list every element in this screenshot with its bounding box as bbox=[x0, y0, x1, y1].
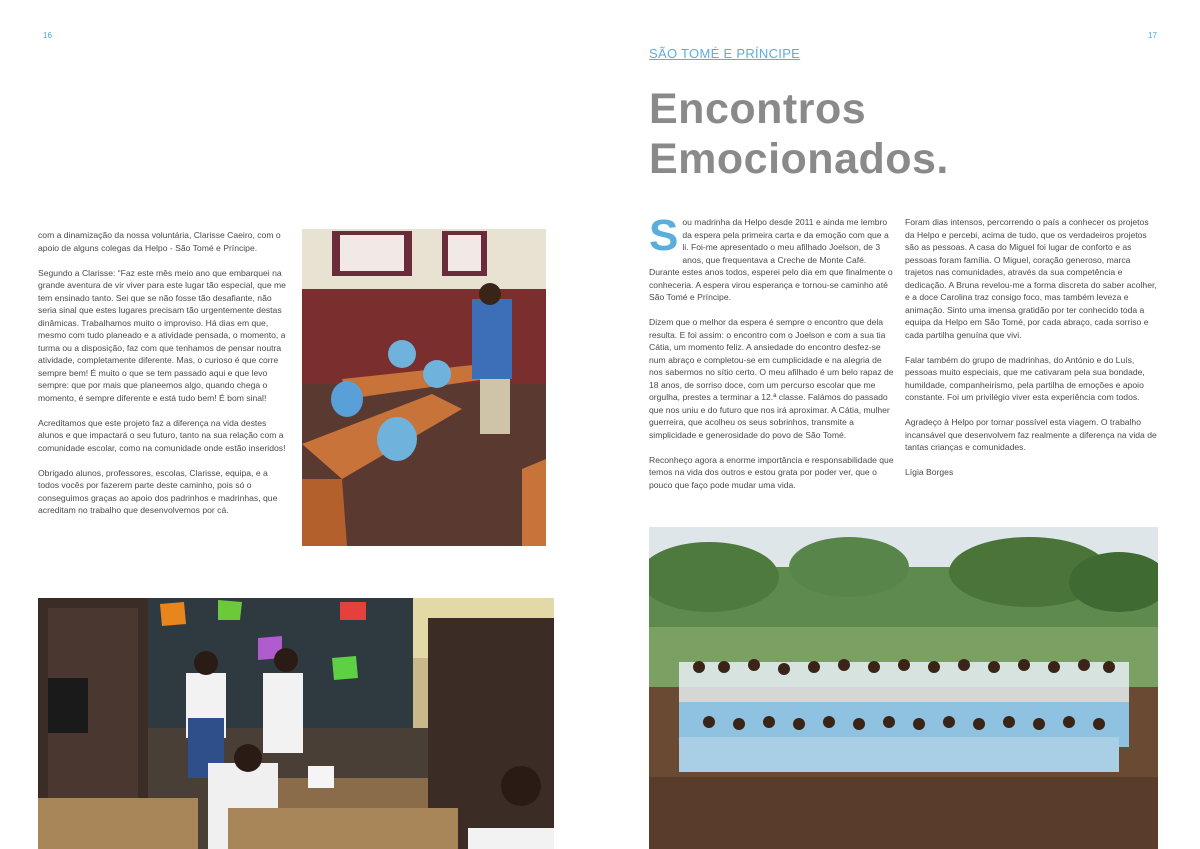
title-line-2: Emocionados. bbox=[649, 135, 949, 183]
group-photo bbox=[649, 527, 1158, 849]
section-label-link[interactable]: SÃO TOMÉ E PRÍNCIPE bbox=[649, 46, 801, 61]
right-paragraph: Agradeço à Helpo por tornar possível esta viagem. O trabalho incansável que desenvolvem faz realmente a diferença na vida de tantas crianças e comunidades. bbox=[905, 417, 1157, 452]
left-paragraph: com a dinamização da nossa voluntária, Clarisse Caeiro, com o apoio de alguns colegas da Helpo - São Tomé e Príncipe. bbox=[38, 230, 281, 253]
blackboard-classroom-photo bbox=[38, 598, 554, 849]
right-paragraph bbox=[649, 211, 895, 304]
title-line-1: Encontros bbox=[649, 85, 867, 133]
left-body-column bbox=[38, 229, 290, 529]
left-paragraph: Acreditamos que este projeto faz a diferença na vida destes alunos e que impactará o seu futuro, tanto na sua relação com a comunidade escolar, como na comunidade onde estão inseridos! bbox=[38, 417, 286, 453]
author-signature: Lígia Borges bbox=[905, 467, 954, 477]
article-title bbox=[649, 84, 1169, 184]
right-paragraph: Dizem que o melhor da espera é sempre o encontro que dela resulta. E foi assim: o encontro com o Joelson e com a sua tia Cátia, um momento feliz. A ansiedade do encontro desfez-se num abraço e completou-se em cumplicidade e na alegria de nos sabermos no sítio certo. O meu afilhado é um belo rapaz de 18 anos, de sorriso doce, com um percurso escolar que me orgulha, prestes a terminar a 12.ª classe. Falámos do passado que nos uniu e do futuro que nos irá aproximar. A Cátia, mulher guerreira, que acolheu os seus sobrinhos, transmite a simplicidade e generosidade do povo de São Tomé. bbox=[649, 317, 894, 440]
right-paragraph: Reconheço agora a enorme importância e responsabilidade que temos na vida dos outros e estou grata por poder ver, que o pouco que faço pode mudar uma vida. bbox=[649, 454, 894, 490]
drop-cap: S bbox=[649, 211, 679, 260]
left-paragraph: Obrigado alunos, professores, escolas, Clarisse, equipa, e a todos vocês por fazerem parte deste caminho, pois só o conseguimos graças ao apoio dos padrinhos e madrinhas, que acreditam no trabalho que desenvolvemos por cá. bbox=[38, 467, 278, 515]
classroom-desks-photo bbox=[302, 229, 546, 546]
right-body-column-2 bbox=[905, 216, 1159, 491]
right-body-column-1 bbox=[649, 211, 895, 504]
right-paragraph: Falar também do grupo de madrinhas, do António e do Luís, pessoas muito especiais, que me cativaram pela sua bondade, humildade, companheirismo, pela partilha de emoções e apoio constante. Foi um privilégio viver esta experiência com todos. bbox=[905, 354, 1145, 402]
first-paragraph-text: ou madrinha da Helpo desde 2011 e ainda me lembro da espera pela primeira carta e da emoção com que a li. Foi-me apresentado o meu afilhado Joelson, de 3 anos, que frequentava a Creche de Monte Café. Durante estes anos todos, esperei pelo dia em que finalmente o conheceria. A espera virou esperança e tornou-se caminho até São Tomé e Príncipe. bbox=[649, 217, 893, 302]
page-number-right: 17 bbox=[1148, 31, 1157, 40]
page-number-left: 16 bbox=[43, 31, 52, 40]
left-paragraph: Segundo a Clarisse: “Faz este mês meio ano que embarquei na grande aventura de vir viver para este lugar tão especial, que me tem ensinado tanto. Sei que se não fosse tão desafiante, não seria sinal que estes lugares precisam tão urgentemente destas dinâmicas. Trabalhamos muito o improviso. Há dias em que, mesmo com tudo planeado e a atividade pensada, o momento, a turma ou a disposição, faz com que tenhamos de pensar noutra atividade, completamente diferente. Mas, o curioso é que corre sempre bem! É muito o que se tem passado aqui e que levo sempre: que por mais que planeemos algo, quando chega o momento, é sempre diferente e está tudo bem! É bom sinal! bbox=[38, 267, 286, 403]
right-paragraph: Foram dias intensos, percorrendo o país a conhecer os projetos da Helpo e percebi, acima de tudo, que os verdadeiros projetos são as pessoas. A casa do Miguel foi lugar de conforto e as pessoas foram família. O Miguel, coração generoso, marca trajetos nas comunidades, através da sua competência e dedicação. A Bruna revelou-me a forma discreta do saber acolher, e a doce Carolina traz consigo foco, mas também leveza e animação. Sinto uma imensa gratidão por ter conhecido toda a equipa da Helpo em São Tomé, por cada abraço, cada sorriso e cada partilha genuína que vivi. bbox=[905, 217, 1157, 340]
